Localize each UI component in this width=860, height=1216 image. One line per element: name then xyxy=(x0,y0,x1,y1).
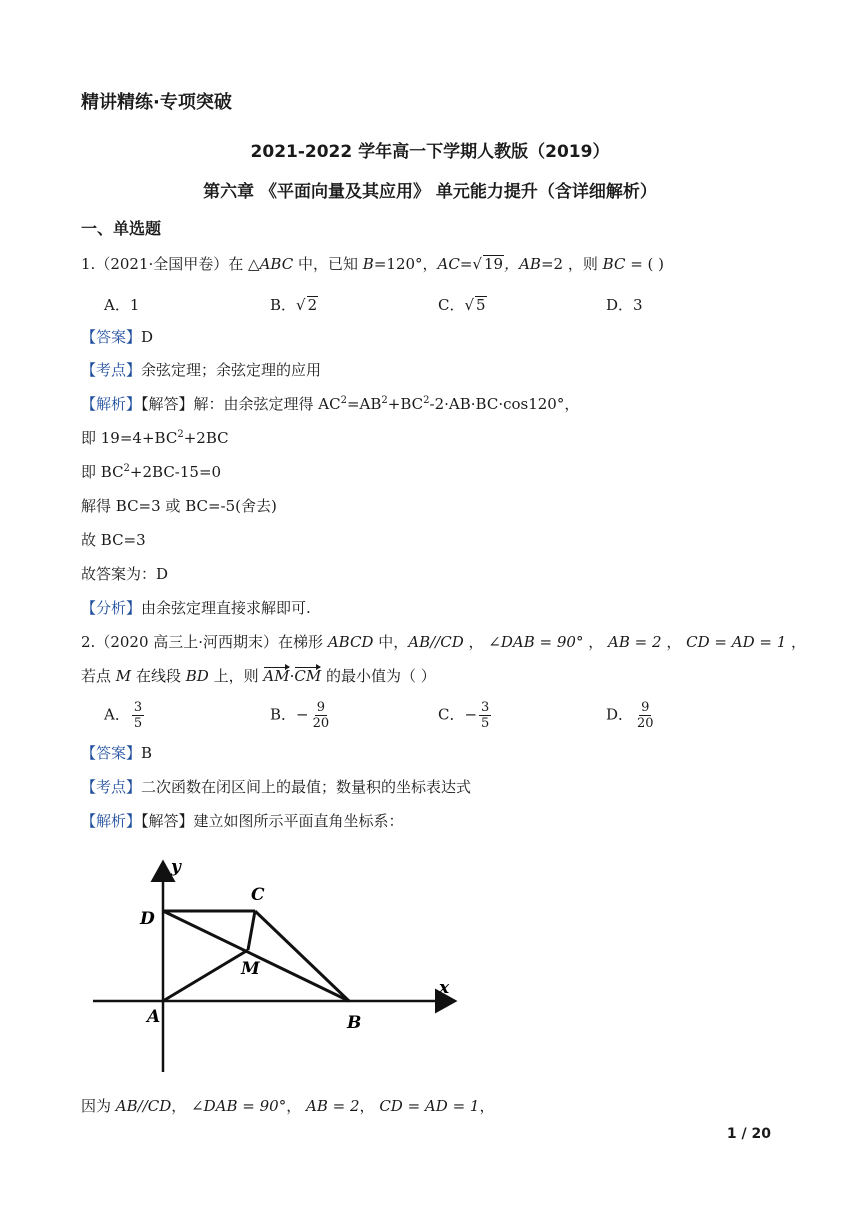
q1-option-d: D．3 xyxy=(606,296,643,314)
label-a: A xyxy=(147,1007,161,1027)
label-b: B xyxy=(347,1013,362,1033)
segment-am xyxy=(163,950,248,1001)
q2-answer: 【答案】B xyxy=(81,744,153,762)
q2-stem-line-2: 若点 M 在线段 BD 上，则 AM·CM 的最小值为（ ） xyxy=(81,667,436,685)
q2-solution-head: 【解析】【解答】建立如图所示平面直角坐标系： xyxy=(81,812,404,830)
q1-solution-line-4: 解得 BC=3 或 BC=-5(舍去) xyxy=(81,497,277,515)
page-number: 1 / 20 xyxy=(726,1126,771,1142)
q1-solution-line-2: 即 $19=4+BC^2+2BC$ xyxy=(81,429,229,447)
q1-answer: 【答案】D xyxy=(81,328,154,346)
q2-because-line: 因为 AB//CD， ∠DAB = 90°， AB = 2， CD = AD = 1， xyxy=(81,1097,495,1115)
title-line-1: 2021-2022 学年高一下学期人教版（2019） xyxy=(250,142,610,162)
q1-solution-head: 【解析】【解答】解：由余弦定理得 $AC^2=AB^2+BC^2-2\cdot AB\cdot BC\cdot\cos 120^\circ$， xyxy=(81,395,580,413)
q1-option-a: A．1 xyxy=(104,296,140,314)
q2-option-d: D． $\frac{9}{20}$ xyxy=(606,700,654,731)
label-x: x xyxy=(439,978,450,998)
q2-stem-line-1: 2.（2020 高三上·河西期末）在梯形 ABCD 中，AB//CD ， ∠DAB = 90° ， AB = 2 ， CD = AD = 1 ， xyxy=(81,633,807,651)
brand-header: 精讲精练·专项突破 xyxy=(81,92,232,113)
q1-option-c: C．√ 5 xyxy=(438,296,486,314)
title-line-2: 第六章 《平面向量及其应用》 单元能力提升（含详细解析） xyxy=(203,182,657,202)
label-c: C xyxy=(251,885,265,905)
q2-knowledge-point: 【考点】二次函数在闭区间上的最值；数量积的坐标表达式 xyxy=(81,778,472,796)
segment-cm xyxy=(248,911,255,950)
section-heading: 一、单选题 xyxy=(81,219,162,238)
coordinate-figure xyxy=(85,850,465,1075)
q1-solution-line-3: 即 $BC^2+2BC-15=0$ xyxy=(81,463,222,481)
label-m: M xyxy=(241,959,260,979)
q2-option-b: B．− $\frac{9}{20}$ xyxy=(270,700,330,731)
label-d: D xyxy=(140,909,155,929)
q1-analysis: 【分析】由余弦定理直接求解即可. xyxy=(81,599,311,617)
label-y: y xyxy=(171,857,181,877)
q1-solution-line-6: 故答案为：D xyxy=(81,565,169,583)
sqrt-19: 19 xyxy=(483,255,504,273)
q1-solution-line-5: 故 BC=3 xyxy=(81,531,146,549)
q1-knowledge-point: 【考点】余弦定理；余弦定理的应用 xyxy=(81,361,322,379)
q2-option-a: A． $\frac{3}{5}$ xyxy=(104,700,143,731)
q1-option-b: B．√ 2 xyxy=(270,296,318,314)
vector-cm: CM xyxy=(294,667,322,685)
q2-option-c: C．− $\frac{3}{5}$ xyxy=(438,700,490,731)
segment-db xyxy=(163,911,349,1001)
q1-stem: 1.（2021·全国甲卷）在 △ABC 中，已知 B=120°，AC=√ 19，AB=2 ，则 BC = ( ) xyxy=(81,255,665,273)
vector-am: AM xyxy=(263,667,290,685)
segment-cb xyxy=(255,911,349,1001)
